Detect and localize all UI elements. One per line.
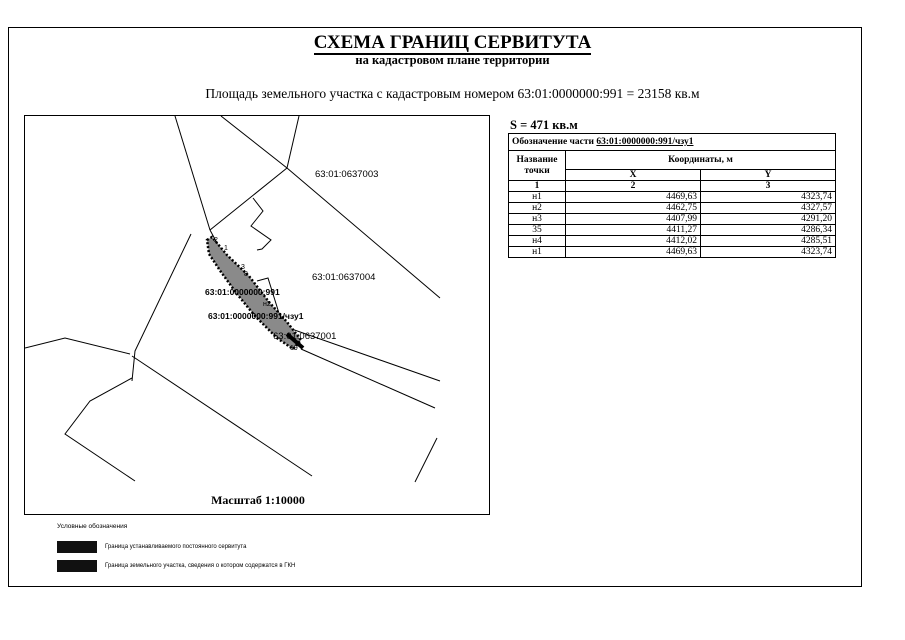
boundary-line	[301, 349, 435, 408]
boundary-line	[221, 116, 440, 298]
header-point-name: Название точки	[509, 151, 566, 181]
designation-cell	[509, 134, 836, 151]
map-drawing	[25, 116, 490, 515]
col-num-3: 3	[701, 181, 836, 192]
point-name: н1	[509, 247, 566, 258]
legend-title: Условные обозначения	[57, 523, 128, 530]
table-row	[509, 247, 836, 258]
point-label-3: 3	[241, 264, 245, 271]
boundary-line	[132, 356, 312, 476]
point-name: 35	[509, 225, 566, 236]
table-row	[509, 214, 836, 225]
point-label-1: 1	[224, 245, 228, 252]
point-x: 4412,02	[566, 236, 701, 247]
boundary-line	[251, 198, 271, 250]
label-parcel: 63:01:0000000:991	[205, 287, 280, 297]
parcel-area-line: Площадь земельного участка с кадастровым номером 63:01:0000000:991 = 23158 кв.м	[205, 86, 700, 101]
map-scale: Масштаб 1:10000	[211, 493, 305, 507]
point-label-19: 19	[290, 345, 298, 352]
header-y: Y	[701, 170, 836, 181]
boundary-line	[25, 338, 130, 354]
col-num-2: 2	[566, 181, 701, 192]
point-x: 4469,63	[566, 192, 701, 203]
designation-row	[509, 134, 836, 151]
label-block-003: 63:01:0637003	[315, 169, 379, 180]
boundary-line	[175, 116, 210, 230]
point-label-2: 2	[214, 237, 218, 244]
point-y: 4286,34	[701, 225, 836, 236]
boundary-line	[132, 234, 191, 381]
boundary-line	[287, 116, 299, 168]
boundary-line	[415, 438, 437, 482]
point-x: 4411,27	[566, 225, 701, 236]
coordinates-table	[508, 133, 836, 258]
label-block-001: 63:01:0637001	[273, 331, 337, 342]
header-row	[509, 151, 836, 170]
point-y: 4323,74	[701, 247, 836, 258]
col-num-1: 1	[509, 181, 566, 192]
designation-label: Обозначение части	[512, 137, 595, 147]
legend-text-parcel: Граница земельного участка, сведения о котором содержатся в ГКН	[105, 563, 296, 569]
boundary-line	[210, 168, 287, 230]
boundary-line	[65, 378, 135, 481]
document-title	[0, 32, 905, 54]
table-row	[509, 203, 836, 214]
point-name: н2	[509, 203, 566, 214]
label-block-004: 63:01:0637004	[312, 272, 376, 283]
point-name: н3	[509, 214, 566, 225]
table-row	[509, 225, 836, 236]
legend-swatch-parcel	[57, 560, 97, 572]
point-x: 4407,99	[566, 214, 701, 225]
point-x: 4469,63	[566, 247, 701, 258]
table-row	[509, 192, 836, 203]
column-number-row	[509, 181, 836, 192]
point-y: 4327,57	[701, 203, 836, 214]
point-label-8: 8	[244, 271, 248, 278]
label-zone: 63:01:0000000:991/чзу1	[208, 311, 304, 321]
document-subtitle: на кадастровом плане территории	[355, 53, 550, 67]
header-coordinates: Координаты, м	[566, 151, 836, 170]
point-y: 4291,20	[701, 214, 836, 225]
legend-swatch-servitude	[57, 541, 97, 553]
point-y: 4323,74	[701, 192, 836, 203]
cadastral-map	[24, 115, 490, 515]
point-name: н4	[509, 236, 566, 247]
header-x: X	[566, 170, 701, 181]
point-x: 4462,75	[566, 203, 701, 214]
title-text: СХЕМА ГРАНИЦ СЕРВИТУТА	[313, 32, 592, 53]
designation-value: 63:01:0000000:991/чзу1	[596, 137, 694, 147]
legend-text-servitude: Граница устанавливаемого постоянного сервитута	[105, 544, 247, 550]
table-row	[509, 236, 836, 247]
point-label-n2: н2	[263, 301, 271, 308]
servitude-area: S = 471 кв.м	[510, 118, 578, 132]
point-name: н1	[509, 192, 566, 203]
point-y: 4285,51	[701, 236, 836, 247]
